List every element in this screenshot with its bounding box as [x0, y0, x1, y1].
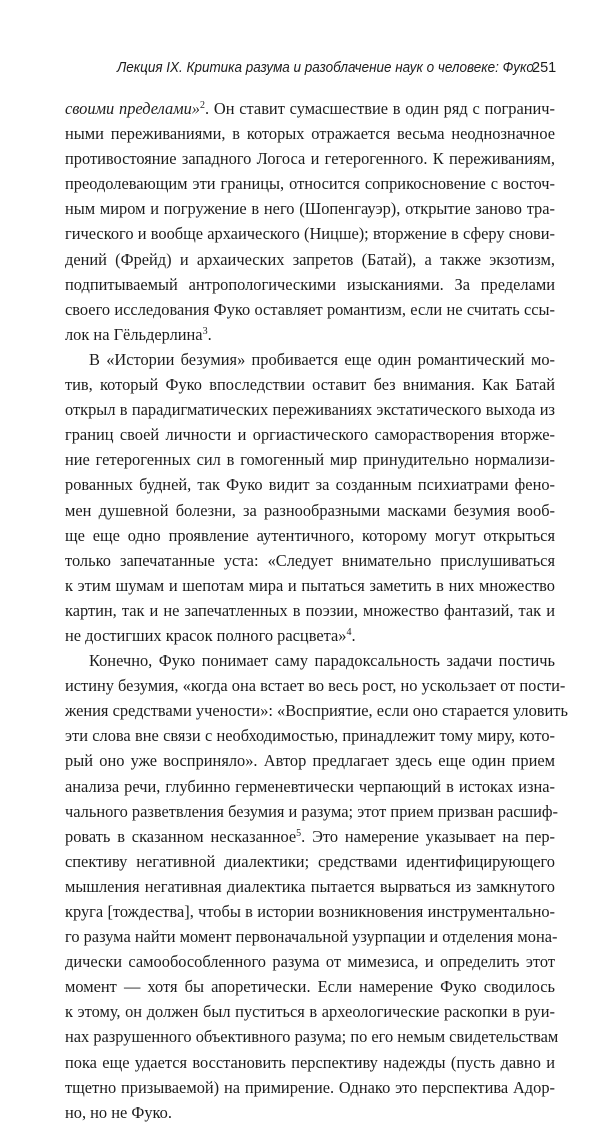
text-line	[65, 422, 555, 447]
line-text: границ своей личности и оргиастического саморастворения вторже-	[65, 425, 555, 445]
text-line	[65, 799, 558, 824]
line-text: ние гетерогенных сил в гомогенный мир принудительно нормализи-	[65, 450, 555, 470]
line-text: лок на Гёльдерлина	[65, 324, 203, 344]
text-line	[65, 723, 555, 748]
text-line	[65, 523, 555, 548]
line-text: противостояние западного Логоса и гетерогенного. К переживаниям,	[65, 149, 555, 169]
line-text: нах разрушенного объективного разума; по его немым свидетельствам	[65, 1027, 559, 1047]
text-line	[65, 824, 555, 849]
line-text: Конечно, Фуко понимает саму парадоксальность задачи постичь	[89, 651, 555, 671]
line-text-after: . Это намерение указывает на пер-	[301, 826, 555, 846]
text-line	[65, 573, 555, 598]
text-line	[65, 1100, 555, 1125]
line-text: к этим шумам и шепотам мира и пытаться заметить в них множество	[65, 575, 555, 595]
line-text: спективу негативной диалектики; средствами идентифицирующего	[65, 851, 555, 871]
paragraph	[65, 96, 555, 347]
running-title: Лекция IX. Критика разума и разоблачение наук о человеке: Фуко	[117, 60, 534, 76]
text-line	[65, 297, 555, 322]
text-line	[65, 899, 555, 924]
text-line	[65, 774, 555, 799]
line-text: дически самообособленного разума от мимезиса, и определить этот	[65, 952, 555, 972]
line-text: анализа речи, глубинно герменевтически черпающий в истоках изна-	[65, 776, 555, 796]
line-text: истину безумия, «когда она встает во весь рост, но ускользает от пости-	[65, 676, 566, 696]
text-line	[65, 648, 555, 673]
line-text-after: .	[351, 625, 356, 645]
line-text: дений (Фрейд) и архаических запретов (Батай), а также экзотизм,	[65, 249, 555, 269]
text-line	[65, 1075, 555, 1100]
line-text: . Он ставит сумасшествие в один ряд с погранич-	[205, 99, 555, 118]
line-text: тщетно призываемой) на примирение. Однако это перспектива Адор-	[65, 1077, 555, 1097]
text-line	[65, 146, 555, 171]
line-text: круга [тождества], чтобы в истории возникновения инструментально-	[65, 902, 555, 921]
text-line	[65, 748, 555, 773]
text-line	[65, 347, 555, 372]
line-text: эти слова вне связи с необходимостью, принадлежит тому миру, кото-	[65, 726, 555, 746]
text-line	[65, 96, 555, 121]
text-line	[65, 397, 555, 422]
text-line	[65, 924, 558, 949]
text-line	[65, 698, 568, 723]
text-line	[65, 221, 555, 246]
line-text: го разума найти момент первоначальной узурпации и отделения мона-	[65, 927, 558, 947]
line-text: В «Истории безумия» пробивается еще один романтический мо-	[89, 349, 555, 369]
line-text: гического и вообще архаического (Ницше); вторжение в сферу снови-	[65, 224, 555, 244]
line-text: ровать в сказанном несказанное	[65, 826, 297, 846]
text-line	[65, 472, 555, 497]
line-text: чального разветвления безумия и разума; этот прием призван расшиф-	[65, 801, 558, 821]
line-text: только запечатанные уста: «Следует внимательно прислушиваться	[65, 550, 555, 570]
footnote-ref: 5	[296, 827, 302, 839]
line-text: жения средствами учености»: «Восприятие, если оно старается уловить	[65, 701, 568, 721]
line-text: ще еще одно проявление аутентичного, которому могут открыться	[65, 525, 555, 545]
text-line	[65, 372, 555, 397]
footnote-ref: 4	[346, 626, 352, 638]
line-text: рованных будней, так Фуко видит за созданным психиатрами фено-	[65, 475, 555, 495]
line-text: ными переживаниями, в которых отражается весьма неоднозначное	[65, 124, 555, 144]
text-line	[65, 974, 555, 999]
line-text: мышления негативная диалектика пытается вырваться из замкнутого	[65, 876, 555, 896]
line-text: не достигших красок полного расцвета»	[65, 625, 347, 645]
text-line	[65, 849, 555, 874]
line-text: но, но не Фуко.	[65, 1102, 172, 1122]
page-header	[0, 60, 600, 82]
text-line	[65, 498, 555, 523]
text-line	[65, 322, 555, 347]
text-line	[65, 247, 555, 272]
text-line	[65, 548, 555, 573]
line-text: ным миром и погружение в него (Шопенгауэр), открытие заново тра-	[65, 199, 555, 219]
line-text: к этому, он должен был пуститься в археологические раскопки в руи-	[65, 1002, 555, 1022]
text-line	[65, 598, 555, 623]
line-text: пока еще удается восстановить перспективу надежды (пусть давно и	[65, 1052, 555, 1072]
paragraph	[65, 347, 555, 648]
paragraph	[65, 648, 568, 1125]
page-number: 251	[532, 60, 557, 76]
body-text	[65, 96, 568, 1125]
text-line	[65, 447, 555, 472]
text-line	[65, 121, 555, 146]
text-line	[65, 196, 555, 221]
text-line	[65, 1024, 559, 1049]
line-text: момент — хотя бы апоретически. Если намерение Фуко сводилось	[65, 977, 555, 997]
text-line	[65, 949, 555, 974]
footnote-ref: 3	[202, 325, 208, 337]
line-text: мен душевной болезни, за разнообразными масками безумия вооб-	[65, 500, 555, 520]
line-text: тив, который Фуко впоследствии оставит без внимания. Как Батай	[65, 375, 555, 395]
line-text-after: .	[207, 324, 212, 344]
italic-quote: своими пределами»	[65, 99, 201, 118]
text-line	[65, 171, 555, 196]
text-line	[65, 623, 555, 648]
text-line	[65, 874, 555, 899]
line-text: открыл в парадигматических переживаниях экстатического выхода из	[65, 400, 555, 420]
line-text: преодолевающим эти границы, относится соприкосновение с восточ-	[65, 174, 555, 194]
line-text: подпитываемый антропологическими изысканиями. За пределами	[65, 274, 555, 294]
text-line	[65, 673, 566, 698]
text-line	[65, 999, 555, 1024]
line-text: картин, так и не запечатленных в поэзии, множество фантазий, так и	[65, 600, 555, 620]
text-line	[65, 272, 555, 297]
line-text: своего исследования Фуко оставляет романтизм, если не считать ссы-	[65, 299, 555, 319]
footnote-ref: 2	[200, 100, 206, 111]
line-text: рый оно уже восприняло». Автор предлагает здесь еще один прием	[65, 751, 555, 771]
text-line	[65, 1050, 555, 1075]
